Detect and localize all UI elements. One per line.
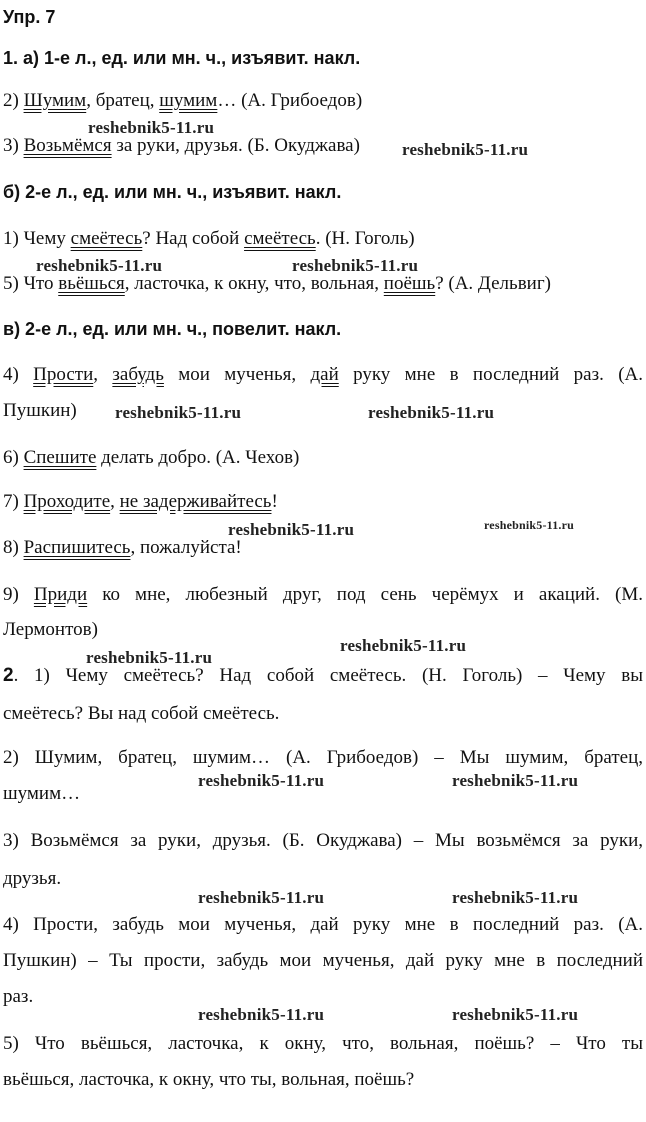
watermark: reshebnik5-11.ru <box>198 1005 325 1024</box>
answer-2-5-line1: 5) Что вьёшься, ласточка, к окну, что, вольная, поёшь? – Что ты <box>3 1033 643 1054</box>
heading-1a <box>3 47 643 69</box>
sentence-b5 <box>3 273 643 295</box>
watermark: reshebnik5-11.ru <box>88 118 215 137</box>
sentence-c7 <box>3 491 643 513</box>
answer-2-1-line2: смеётесь? Вы над собой смеётесь. <box>3 703 280 724</box>
predicate-word: Прости <box>33 364 94 385</box>
sentence-text: ? (А. Дельвиг) <box>435 273 551 294</box>
sentence-text: делать добро. (А. Чехов) <box>96 447 300 468</box>
sentence-text: , братец, <box>86 90 160 111</box>
watermark: reshebnik5-11.ru <box>484 518 574 532</box>
sentence-text: ! <box>271 491 278 512</box>
sentence-b1 <box>3 228 643 250</box>
answer-2-3-line2: друзья. <box>3 868 62 889</box>
sentence-text: , <box>93 364 113 385</box>
answer-2-1-line1 <box>3 665 643 687</box>
sentence-text: , пожалуйста! <box>130 537 242 558</box>
sentence-c6 <box>3 447 643 469</box>
watermark: reshebnik5-11.ru <box>36 256 163 275</box>
part-number-2: 2 <box>3 665 14 686</box>
answer-text: . 1) Чему смеётесь? Над собой смеётесь. (Н. Гоголь) – Чему вы <box>13 665 643 686</box>
predicate-word: Спешите <box>23 447 97 468</box>
sentence-prefix: 3) <box>3 135 24 156</box>
answer-2-5-line2: вьёшься, ласточка, к окну, что ты, вольная, поёшь? <box>3 1069 415 1090</box>
sentence-prefix: 4) <box>3 364 34 385</box>
predicate-word: Проходите <box>23 491 111 512</box>
answer-2-2-line2: шумим… <box>3 783 81 804</box>
predicate-word: вьёшься <box>58 273 125 294</box>
answer-2-4-line3: раз. <box>3 986 34 1007</box>
sentence-c4-line2: Пушкин) <box>3 400 77 421</box>
watermark: reshebnik5-11.ru <box>452 771 579 790</box>
watermark: reshebnik5-11.ru <box>115 403 242 422</box>
sentence-text: ко мне, любезный друг, под сень черёмух и акаций. (М. <box>87 584 643 605</box>
answer-2-4-line2: Пушкин) – Ты прости, забудь мои мученья, дай руку мне в последний <box>3 950 643 971</box>
sentence-c8 <box>3 537 643 559</box>
predicate-word: смеётесь <box>70 228 143 249</box>
part-number-1: 1 <box>3 48 14 68</box>
sentence-prefix: 7) <box>3 491 24 512</box>
sentence-c4-line1 <box>3 364 643 386</box>
predicate-word: Приди <box>33 584 88 605</box>
watermark: reshebnik5-11.ru <box>292 256 419 275</box>
predicate-word: шумим <box>159 90 218 111</box>
watermark: reshebnik5-11.ru <box>340 636 467 655</box>
watermark: reshebnik5-11.ru <box>228 520 355 539</box>
sentence-c9-line2: Лермонтов) <box>3 619 98 640</box>
watermark: reshebnik5-11.ru <box>86 648 213 667</box>
sentence-text: … (А. Грибоедов) <box>217 90 363 111</box>
heading-1b: б) 2-е л., ед. или мн. ч., изъявит. накл. <box>3 182 342 202</box>
predicate-word: Распишитесь <box>23 537 131 558</box>
sentence-text: руку мне в последний раз. (А. <box>338 364 644 385</box>
sentence-prefix: 5) Что <box>3 273 59 294</box>
heading-1c: в) 2-е л., ед. или мн. ч., повелит. накл. <box>3 319 342 339</box>
watermark: reshebnik5-11.ru <box>198 771 325 790</box>
predicate-word: Шумим <box>23 90 87 111</box>
heading-1a-text: . а) 1-е л., ед. или мн. ч., изъявит. накл. <box>13 48 361 68</box>
sentence-prefix: 6) <box>3 447 24 468</box>
sentence-prefix: 2) <box>3 90 24 111</box>
sentence-text: . (Н. Гоголь) <box>315 228 415 249</box>
watermark: reshebnik5-11.ru <box>198 888 325 907</box>
sentence-prefix: 9) <box>3 584 34 605</box>
watermark: reshebnik5-11.ru <box>452 888 579 907</box>
sentence-text: , ласточка, к окну, что, вольная, <box>124 273 384 294</box>
sentence-prefix: 8) <box>3 537 24 558</box>
predicate-word: Возьмёмся <box>23 135 112 156</box>
watermark: reshebnik5-11.ru <box>452 1005 579 1024</box>
sentence-a2 <box>3 90 643 112</box>
watermark: reshebnik5-11.ru <box>402 140 529 159</box>
exercise-title: Упр. 7 <box>3 7 56 27</box>
predicate-word: не задерживайтесь <box>119 491 272 512</box>
sentence-text: за руки, друзья. (Б. Окуджава) <box>111 135 360 156</box>
watermark: reshebnik5-11.ru <box>368 403 495 422</box>
answer-2-4-line1: 4) Прости, забудь мои мученья, дай руку мне в последний раз. (А. <box>3 914 643 935</box>
answer-2-3-line1: 3) Возьмёмся за руки, друзья. (Б. Окуджава) – Мы возьмёмся за руки, <box>3 830 643 851</box>
predicate-word: забудь <box>112 364 164 385</box>
predicate-word: поёшь <box>383 273 436 294</box>
answer-2-2-line1: 2) Шумим, братец, шумим… (А. Грибоедов) – Мы шумим, братец, <box>3 747 643 768</box>
sentence-text: мои мученья, <box>163 364 311 385</box>
predicate-word: дай <box>310 364 339 385</box>
sentence-a3 <box>3 135 643 157</box>
sentence-c9-line1 <box>3 584 643 606</box>
sentence-text: ? Над собой <box>142 228 245 249</box>
sentence-prefix: 1) Чему <box>3 228 71 249</box>
sentence-text: , <box>110 491 120 512</box>
predicate-word: смеётесь <box>244 228 316 249</box>
